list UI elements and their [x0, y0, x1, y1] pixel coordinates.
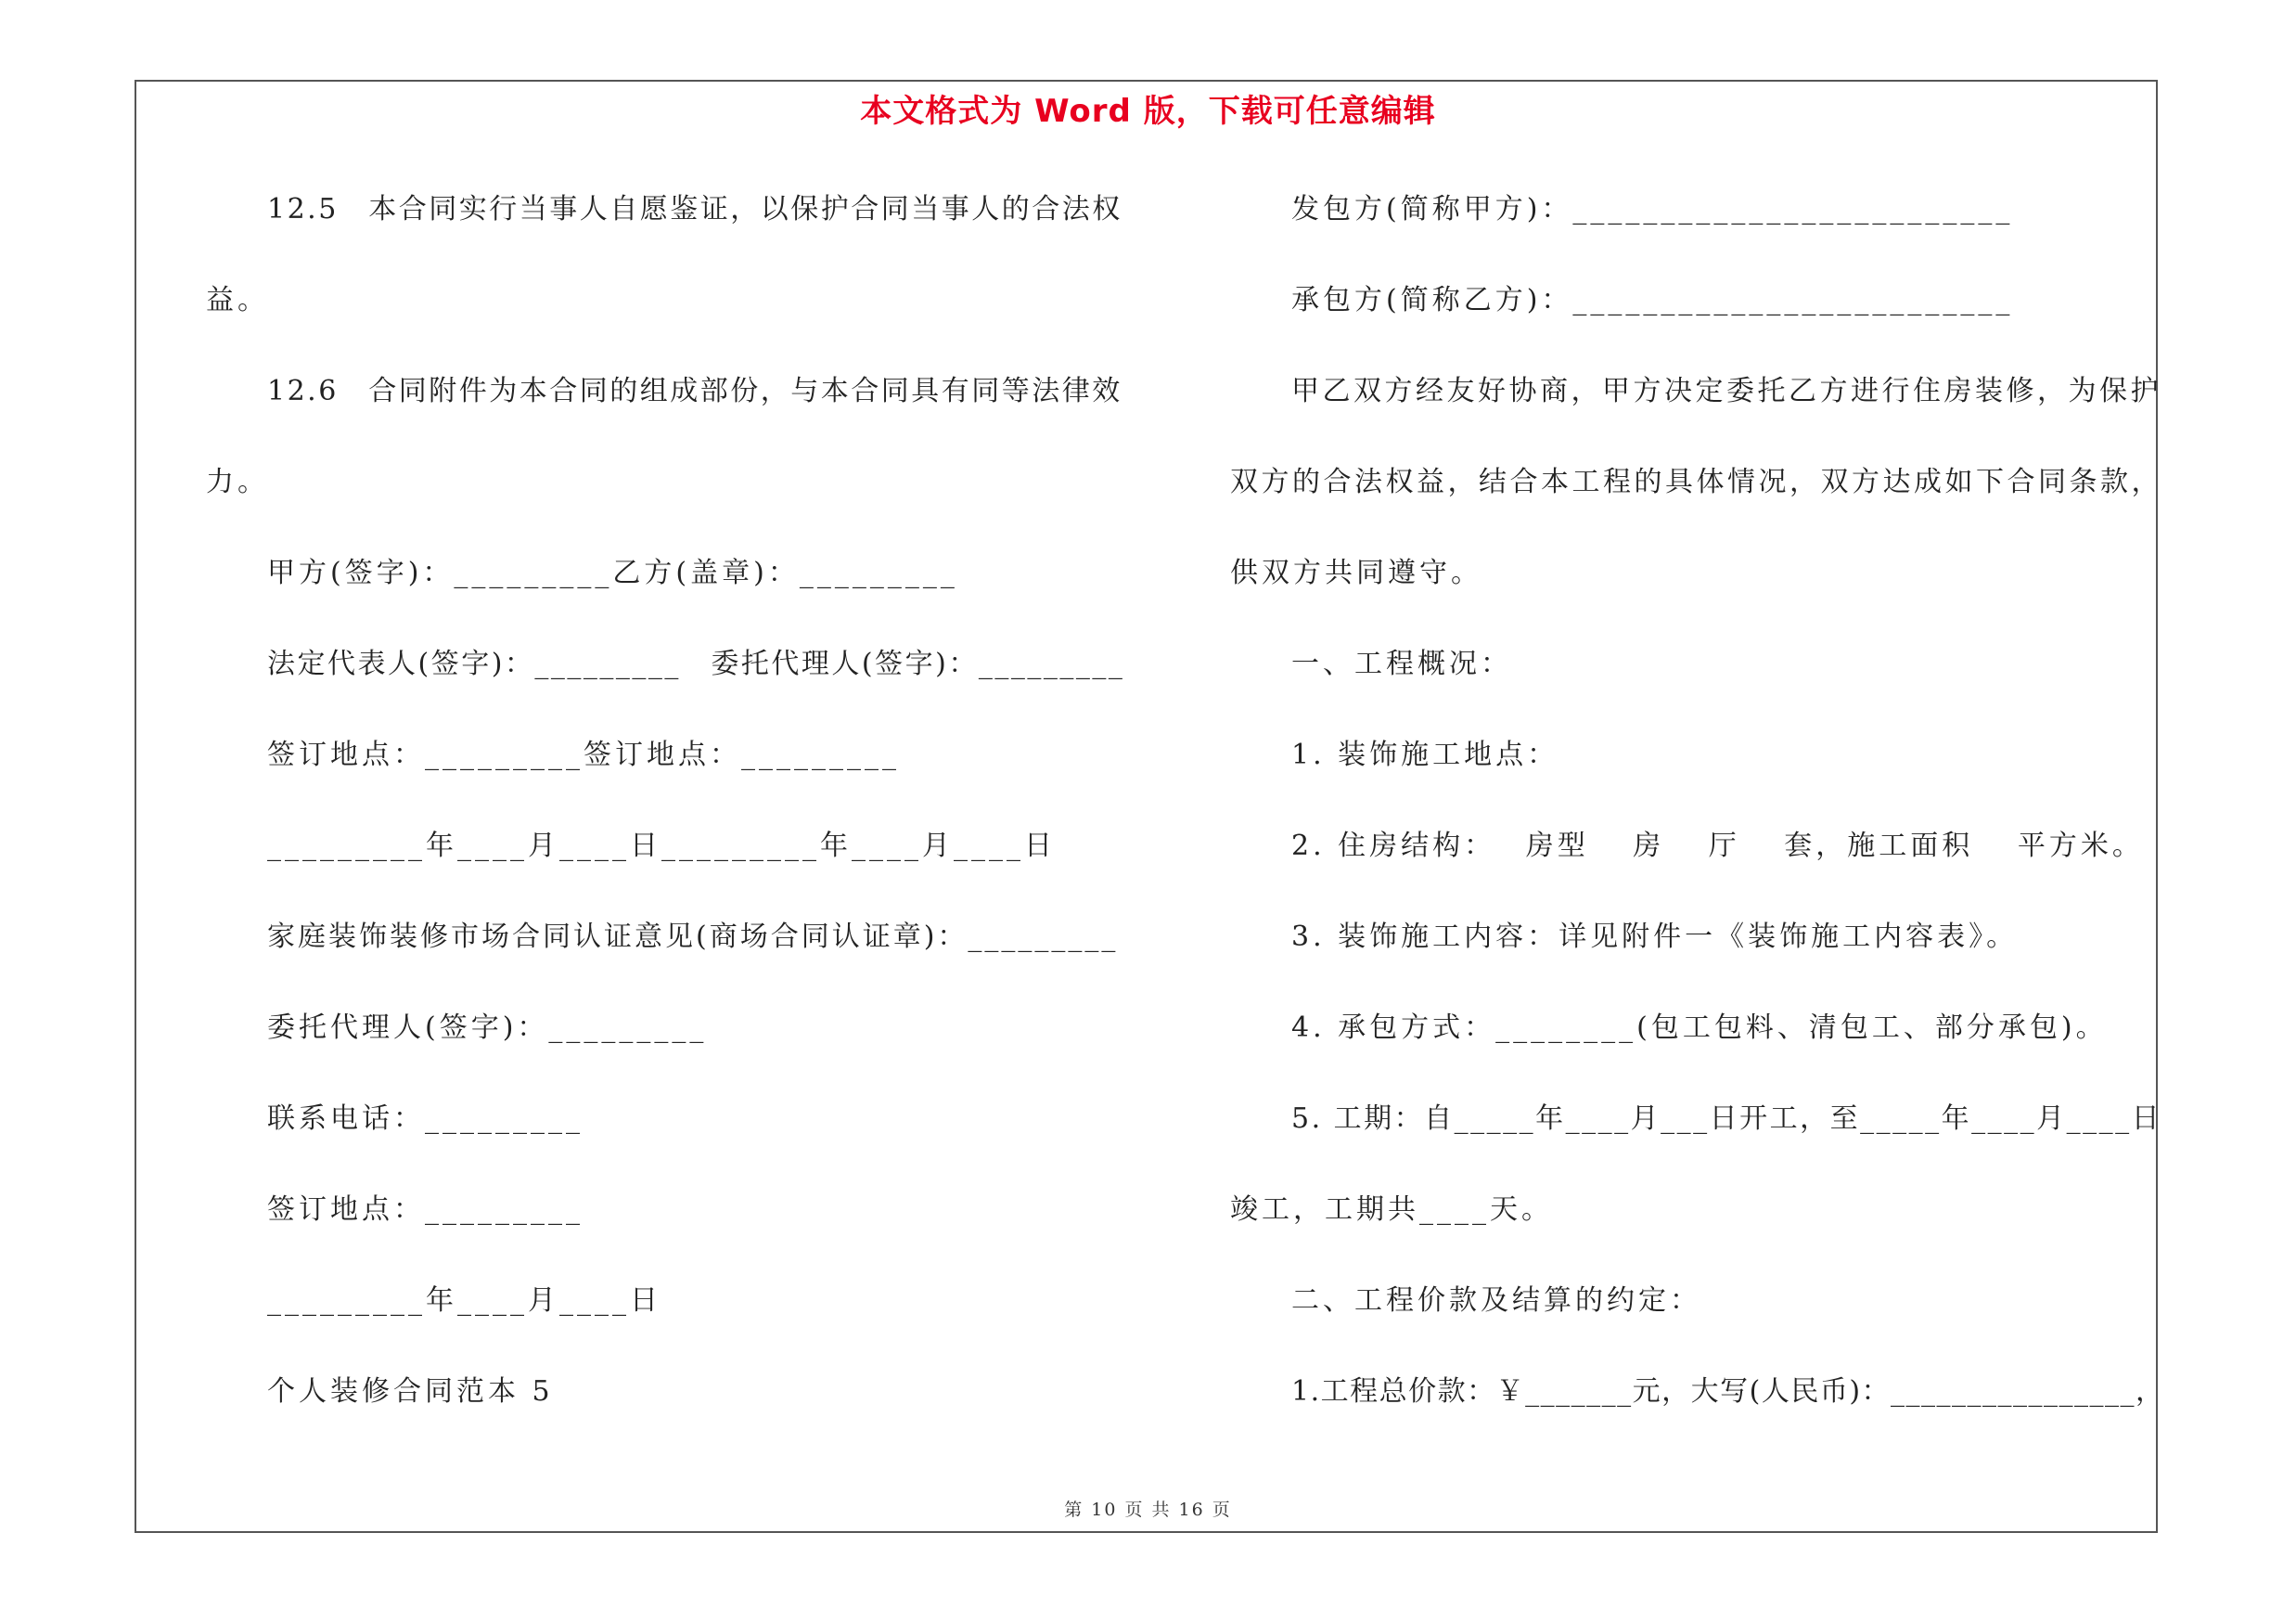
right-line-10: 4. 承包方式：________(包工包料、清包工、部分承包)。 — [1291, 1011, 2108, 1044]
right-line-12: 竣工，工期共____天。 — [1230, 1193, 1553, 1226]
right-line-7: 1. 装饰施工地点： — [1291, 739, 1559, 771]
word-format-banner: 本文格式为 Word 版，下载可任意编辑 — [860, 93, 1436, 130]
right-line-2: 承包方(简称乙方)：_________________________ — [1291, 284, 2014, 316]
left-line-10: 委托代理人(签字)：_________ — [267, 1011, 708, 1044]
right-line-8: 2. 住房结构： 房型 房 厅 套，施工面积 平方米。 — [1291, 830, 2144, 862]
left-line-1: 12.5 本合同实行当事人自愿鉴证，以保护合同当事人的合法权 — [267, 193, 1122, 225]
left-line-13: _________年____月____日 — [267, 1284, 661, 1317]
right-line-11: 5. 工期：自_____年____月___日开工，至_____年____月____日 — [1291, 1102, 2162, 1135]
left-line-4: 力。 — [206, 466, 269, 498]
left-line-14: 个人装修合同范本 5 — [267, 1375, 554, 1408]
left-line-8: _________年____月____日_________年____月____日 — [267, 830, 1056, 862]
right-line-4: 双方的合法权益，结合本工程的具体情况，双方达成如下合同条款， — [1230, 466, 2162, 498]
left-line-9: 家庭装饰装修市场合同认证意见(商场合同认证章)：_________ — [267, 921, 1119, 953]
left-line-2: 益。 — [206, 284, 269, 316]
right-line-13: 二、工程价款及结算的约定： — [1291, 1284, 1701, 1317]
right-line-5: 供双方共同遵守。 — [1230, 557, 1482, 589]
right-line-1: 发包方(简称甲方)：_________________________ — [1291, 193, 2014, 225]
left-line-5: 甲方(签字)：_________乙方(盖章)：_________ — [267, 557, 958, 589]
right-line-14: 1.工程总价款：￥_______元，大写(人民币)：________________， — [1291, 1375, 2165, 1408]
right-line-3: 甲乙双方经友好协商，甲方决定委托乙方进行住房装修，为保护 — [1291, 375, 2161, 407]
left-line-12: 签订地点：_________ — [267, 1193, 584, 1226]
left-line-7: 签订地点：_________签订地点：_________ — [267, 739, 900, 771]
left-line-3: 12.6 合同附件为本合同的组成部份，与本合同具有同等法律效 — [267, 375, 1122, 407]
page-number-footer: 第 10 页 共 16 页 — [1064, 1500, 1232, 1520]
right-line-9: 3. 装饰施工内容：详见附件一《装饰施工内容表》。 — [1291, 921, 2019, 953]
left-line-11: 联系电话：_________ — [267, 1102, 584, 1135]
right-line-6: 一、工程概况： — [1291, 648, 1512, 680]
left-line-6: 法定代表人(签字)：_________ 委托代理人(签字)：_________ — [267, 648, 1125, 680]
